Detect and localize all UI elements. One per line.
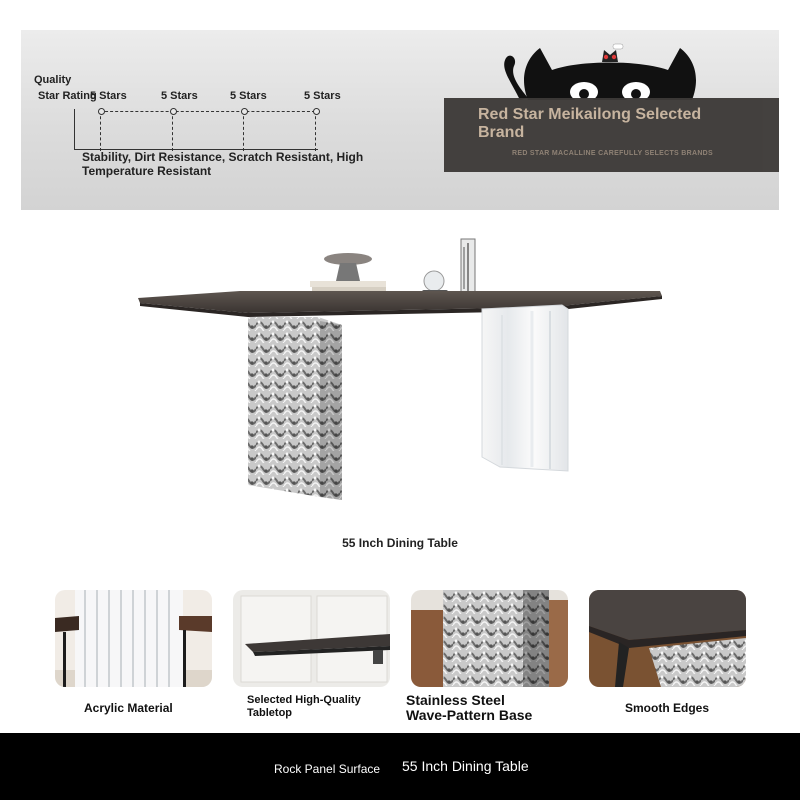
rating-value-1: 5 Stars: [90, 90, 127, 102]
footer-left-text: Rock Panel Surface: [274, 762, 381, 776]
feature-label-steel-text: Stainless Steel Wave-Pattern Base: [406, 692, 533, 723]
rating-dash-2: [172, 111, 173, 151]
footer-bar: [0, 733, 800, 800]
feature-label-edges: Smooth Edges: [625, 701, 710, 715]
brand-box: [444, 98, 779, 172]
feature-label-tabletop: [247, 694, 377, 720]
acrylic-material-photo: [55, 590, 212, 687]
rating-dot-2: [170, 108, 177, 115]
footer-right-text: 55 Inch Dining Table: [402, 758, 529, 774]
quality-label: Quality: [34, 74, 72, 86]
feature-list-text: Stability, Dirt Resistance, Scratch Resistant, High Temperature Resistant: [82, 150, 364, 178]
rating-dash-1: [100, 111, 101, 151]
product-caption: 55 Inch Dining Table: [342, 536, 458, 550]
brand-banner: [21, 30, 779, 210]
rating-value-4: 5 Stars: [304, 90, 341, 102]
black-cat-mascot-icon: [500, 40, 720, 100]
rating-value-2: 5 Stars: [161, 90, 198, 102]
feature-label-steel: [406, 693, 546, 723]
rating-dash-top: [100, 111, 315, 112]
dining-table-photo: [130, 235, 670, 505]
rating-dash-3: [243, 111, 244, 151]
star-rating-label: Star Rating: [38, 90, 97, 102]
rating-dot-1: [98, 108, 105, 115]
rating-dot-4: [313, 108, 320, 115]
rating-axis: [74, 109, 318, 150]
feature-label-acrylic: Acrylic Material: [84, 701, 173, 715]
brand-subtitle: RED STAR MACALLINE CAREFULLY SELECTS BRANDS: [512, 150, 714, 157]
rating-value-3: 5 Stars: [230, 90, 267, 102]
steel-base-photo: [411, 590, 568, 687]
feature-label-tabletop-text: Selected High-Quality Tabletop: [247, 694, 361, 719]
brand-title: Red Star Meikailong Selected Brand: [478, 106, 702, 141]
rating-dot-3: [241, 108, 248, 115]
smooth-edges-photo: [589, 590, 746, 687]
rating-dash-4: [315, 111, 316, 151]
tabletop-photo: [233, 590, 390, 687]
